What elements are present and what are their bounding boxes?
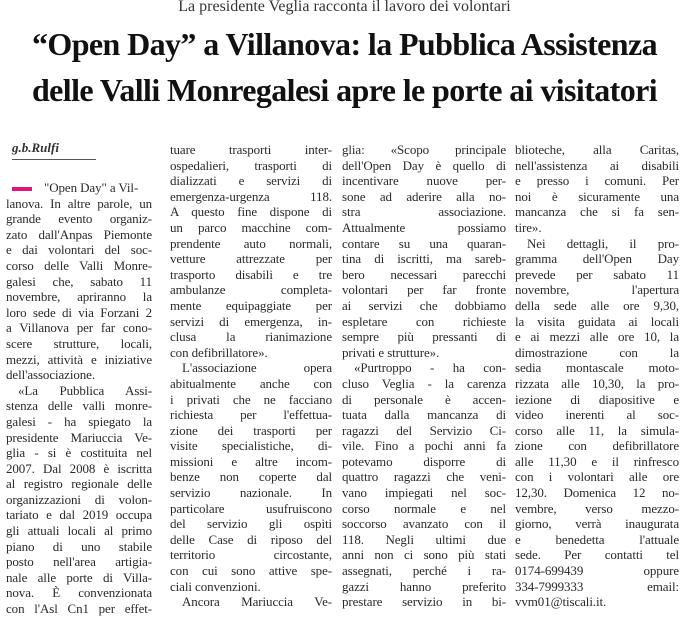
article-text-line: prevede per sabato 11 [515, 266, 679, 282]
article-text-line: 0174-699439 oppure [515, 563, 679, 579]
article-text-line: glia: «Scopo principale [342, 142, 506, 157]
article-text-line: grande evento organiz- [6, 211, 152, 227]
article-text-line: Attualmente possiamo [342, 219, 506, 235]
article-text-line: nale alle porte di Villa- [6, 569, 152, 585]
article-text-line: ragazzi del Servizio Ci- [342, 422, 506, 438]
article-column-2 [170, 142, 332, 610]
article-text-line: sede. Per contatti tel [515, 547, 679, 563]
article-text-line: espletare con richieste [342, 313, 506, 329]
article-text-line: e dai volontari del soc- [6, 242, 152, 258]
article-text-line: zato dall'Anpas Piemonte [6, 226, 152, 242]
article-text-line: anni non ci sono più stati [342, 547, 506, 563]
article-text-line: a Villanova per far cono- [6, 320, 152, 336]
article-text-line: ai servizi che dobbiamo [342, 297, 506, 313]
article-text-line: servizio nazionale. In [170, 485, 332, 501]
article-text-line: nell'assistenza ai disabili [515, 157, 679, 173]
article-text-line: corso alle 11, la simula- [515, 422, 679, 438]
article-text-line: dell'associazione. [6, 367, 95, 383]
article-text-line: gazzi hanno preferito [342, 578, 506, 594]
article-text-line: zione con defibrillatore [515, 438, 679, 454]
article-text-line: 12,30. Domenica 12 no- [515, 485, 679, 501]
article-text-line: galesi che, sabato 11 [6, 273, 152, 289]
article-text-line: lanova. In altre parole, un [6, 195, 152, 211]
article-text-line: con cui sono attive spe- [170, 563, 332, 579]
article-text-line: con defibrillatore». [170, 344, 268, 360]
article-text-line: mente equipaggiate per [170, 297, 332, 313]
article-text-line: assegnati, perché i ra- [342, 563, 506, 579]
article-text-line: tire». [515, 219, 542, 235]
article-text-line: zione dei trasporti per [170, 422, 332, 438]
article-text-line: privati e strutture». [342, 344, 440, 360]
article-text-line: emergenza-urgenza 118. [170, 188, 332, 204]
article-text-line: stenza delle valli monre- [6, 398, 152, 414]
article-text-line: loro sede di via Forzani 2 [6, 304, 152, 320]
article-text-line: clusa la rianimazione [170, 329, 332, 345]
article-text-line: vile. Fino a pochi anni fa [342, 438, 506, 454]
article-text-line: tariato e dal 2019 occupa [6, 507, 152, 523]
article-text-line: al registro regionale delle [6, 476, 152, 492]
article-text-line: mezzi, attività e iniziative [6, 351, 152, 367]
article-text-line: Nei dettagli, il pro- [527, 235, 679, 251]
article-text-line: noi è sicuramente una [515, 188, 679, 204]
headline-line-1 [0, 24, 689, 64]
article-text-line: galesi - ha spiegato la [6, 413, 152, 429]
article-text-line: dell'Open Day è quello di [342, 157, 506, 173]
article-text-line: novembre, l'apertura [515, 282, 679, 298]
article-text-line: vetture attrezzate per [170, 251, 332, 267]
article-text-line: L'associazione opera [182, 360, 332, 376]
article-text-line: con i volontari alle ore [515, 469, 679, 485]
article-text-line: video inerenti al soc- [515, 407, 679, 423]
article-text-line: delle Case di riposo del [170, 531, 332, 547]
article-text-line: la visita guidata ai locali [515, 313, 679, 329]
article-text-line: con l'Asl Cn1 per effet- [6, 601, 152, 617]
article-text-line: soccorso avanzato con il [342, 516, 506, 532]
article-text-line: piano di uno stabile [6, 538, 152, 554]
headline-text: delle Valli Monregalesi apre le porte ai visitatori [31, 72, 658, 108]
article-text-line: novembre, apriranno la [6, 289, 152, 305]
article-text-line: e benedetta l'attuale [515, 531, 679, 547]
article-text-line: richiesta per l'effettua- [170, 407, 332, 423]
article-text-line: particolare usufruiscono [170, 500, 332, 516]
article-column-1 [6, 180, 152, 617]
article-text-line: 2007. Dal 2008 è iscritta [6, 460, 152, 476]
byline-rule [12, 159, 96, 160]
article-text-line: 118. Negli ultimi due [342, 531, 506, 547]
headline-line-2 [0, 70, 689, 110]
article-text-line: e ai mezzi alle ore 10, la [515, 329, 679, 345]
article-text-line: stra associazione. [342, 204, 506, 220]
article-text-line: dializzati e servizi di [170, 173, 332, 189]
article-text-line: ciali convenzioni. [170, 578, 261, 594]
article-text-line: scere strutture, locali, [6, 335, 152, 351]
article-text-line: organizzazioni di volon- [6, 491, 152, 507]
article-text-line: «Purtroppo - ha con- [354, 360, 506, 376]
article-text-line: abitualmente anche con [170, 375, 332, 391]
article-text-line: ospedalieri, trasporti di [170, 157, 332, 173]
article-text-line: della sede alle ore 9,30, [515, 297, 679, 313]
article-text-line: trasporto disabili e tre [170, 266, 332, 282]
article-text-line: servizi di emergenza, in- [170, 313, 332, 329]
article-text-line: iezione di diapositive e [515, 391, 679, 407]
article-text-line: potevamo disporre di [342, 453, 506, 469]
article-text: "Open Day" a Vil- [44, 180, 139, 195]
byline: g.b.Rulfi [12, 140, 59, 155]
article-text-line: volontari per far fronte [342, 282, 506, 298]
article-text-line: sempre più pressanti di [342, 329, 506, 345]
article-text-line: un parco macchine com- [170, 219, 332, 235]
article-text-line: vembre, verso mezzo- [515, 500, 679, 516]
article-text-line [6, 180, 152, 196]
article-text-line: alle 11,30 e il rinfresco [515, 453, 679, 469]
lead-marker-icon [12, 187, 32, 191]
article-text-line: «La Pubblica Assi- [18, 382, 152, 398]
article-text-line: blioteche, alla Caritas, [515, 142, 679, 157]
article-text-line: nova. È convenzionata [6, 585, 152, 601]
article-text-line: incentivare nuove per- [342, 173, 506, 189]
article-text-line: missioni e altre incom- [170, 453, 332, 469]
article-column-3 [342, 142, 506, 610]
article-text-line: i privati che ne facciano [170, 391, 332, 407]
article-text-line: tuare trasporti inter- [170, 142, 332, 157]
article-text-line: quattro ragazzi che veni- [342, 469, 506, 485]
article-column-4 [515, 142, 679, 610]
article-text-line: sone ad aderire alla no- [342, 188, 506, 204]
article-text-line: bero necessari parecchi [342, 266, 506, 282]
article-text-line: vano impiegati nel soc- [342, 485, 506, 501]
article-text-line: cluso Veglia - la carenza [342, 375, 506, 391]
article-text-line: dimostrazione con la [515, 344, 679, 360]
article-text-line: corso delle Valli Monre- [6, 257, 152, 273]
article-text-line: corso normale e nel [342, 500, 506, 516]
article-text-line: sedia montascale moto- [515, 360, 679, 376]
headline-text: “Open Day” a Villanova: la Pubblica Assistenza [32, 26, 657, 62]
article-text-line: prestare servizio in bi- [342, 594, 506, 610]
article-text-line: benze non coperte dal [170, 469, 332, 485]
article-text-line: presidente Mariuccia Ve- [6, 429, 152, 445]
article-text-line: ambulanze completa- [170, 282, 332, 298]
article-text-line: A questo fine dispone di [170, 204, 332, 220]
article-text-line: posto nell'area artigia- [6, 554, 152, 570]
article-text-line: tina di iscritti, ma sareb- [342, 251, 506, 267]
article-text-line: Ancora Mariuccia Ve- [182, 594, 332, 610]
article-text-line: e presso i comuni. Per [515, 173, 679, 189]
article-text-line: glia - si è costituita nel [6, 445, 152, 461]
article-text-line: gramma dell'Open Day [515, 251, 679, 267]
article-text-line: giorno, verrà inaugurata [515, 516, 679, 532]
article-text-line: mancanza che si fa sen- [515, 204, 679, 220]
article-text-line: prendente auto normali, [170, 235, 332, 251]
article-text-line: 334-7999333 email: [515, 578, 679, 594]
kicker: La presidente Veglia racconta il lavoro dei volontari [178, 0, 511, 15]
article-text-line: di personale è accen- [342, 391, 506, 407]
article-text-line: territorio circostante, [170, 547, 332, 563]
article-text-line: rizzata alle 10,30, la pro- [515, 375, 679, 391]
article-text-line: contare su una quaran- [342, 235, 506, 251]
article-text-line: gli attuali locali al primo [6, 523, 152, 539]
article-text-line: visite specialistiche, di- [170, 438, 332, 454]
article-text-line: tuata dalla mancanza di [342, 407, 506, 423]
article-text-line: del servizio gli ospiti [170, 516, 332, 532]
article-text-line: vvm01@tiscali.it. [515, 594, 607, 610]
